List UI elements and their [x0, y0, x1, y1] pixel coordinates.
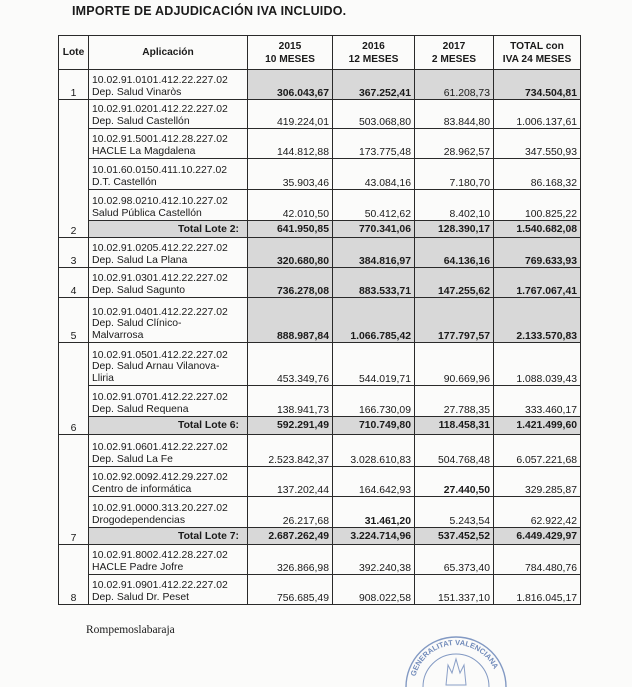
value-2017: 147.255,62	[415, 268, 494, 298]
value-2016: 173.775,48	[333, 129, 415, 159]
aplicacion-desc: Dep. Salud Clínico-	[92, 318, 182, 330]
table-row	[59, 386, 581, 417]
value-2015: 326.866,98	[248, 545, 333, 575]
header-2017	[415, 36, 494, 70]
aplicacion-desc: HACLE La Magdalena	[92, 146, 196, 158]
header-2015-year: 2015	[278, 40, 302, 52]
table-row	[59, 238, 581, 268]
total-total: 6.449.429,97	[494, 528, 581, 545]
value-2017: 28.962,57	[415, 129, 494, 159]
total-row	[59, 417, 581, 435]
value-2015: 888.987,84	[248, 298, 333, 343]
value-2016: 883.533,71	[333, 268, 415, 298]
aplicacion-code: 10.02.91.0301.412.22.227.02	[92, 273, 228, 285]
header-row	[59, 36, 581, 70]
value-total: 6.057.221,68	[494, 435, 581, 467]
total-row	[59, 528, 581, 545]
aplicacion-cell	[89, 467, 248, 497]
value-2017: 8.402,10	[415, 190, 494, 221]
total-row	[59, 221, 581, 238]
value-2016: 908.022,58	[333, 575, 415, 605]
value-total: 1.088.039,43	[494, 343, 581, 386]
value-2016: 43.084,16	[333, 159, 415, 190]
lote-number: 4	[59, 268, 89, 298]
generalitat-seal-stamp	[400, 607, 510, 687]
total-2016: 770.341,06	[333, 221, 415, 238]
value-total: 1.006.137,61	[494, 100, 581, 129]
value-2017: 151.337,10	[415, 575, 494, 605]
lote-number: 3	[59, 238, 89, 268]
value-total: 62.922,42	[494, 497, 581, 528]
table-row	[59, 129, 581, 159]
value-2016: 392.240,38	[333, 545, 415, 575]
header-2015	[248, 36, 333, 70]
aplicacion-code: 10.02.91.0101.412.22.227.02	[92, 75, 228, 87]
value-2017: 27.440,50	[415, 467, 494, 497]
table-row	[59, 467, 581, 497]
value-2017: 90.669,96	[415, 343, 494, 386]
value-2016: 1.066.785,42	[333, 298, 415, 343]
aplicacion-cell	[89, 435, 248, 467]
value-2015: 26.217,68	[248, 497, 333, 528]
svg-text:GENERALITAT VALENCIANA	[409, 638, 501, 677]
aplicacion-cell	[89, 100, 248, 129]
value-2015: 138.941,73	[248, 386, 333, 417]
aplicacion-desc: Dep. Salud Arnau Vilanova-	[92, 361, 220, 373]
value-total: 333.460,17	[494, 386, 581, 417]
aplicacion-desc: Drogodependencias	[92, 515, 186, 527]
value-2017: 83.844,80	[415, 100, 494, 129]
value-2016: 166.730,09	[333, 386, 415, 417]
aplicacion-desc: D.T. Castellón	[92, 177, 157, 189]
value-2015: 419.224,01	[248, 100, 333, 129]
footer-watermark-text: Rompemoslabaraja	[86, 624, 175, 636]
value-total: 1.767.067,41	[494, 268, 581, 298]
value-2015: 306.043,67	[248, 70, 333, 100]
lote-number: 2	[59, 100, 89, 238]
table-row	[59, 575, 581, 605]
aplicacion-code: 10.02.91.0205.412.22.227.02	[92, 243, 228, 255]
value-total: 100.825,22	[494, 190, 581, 221]
value-2017: 504.768,48	[415, 435, 494, 467]
header-2016-months: 12 MESES	[348, 53, 399, 65]
aplicacion-desc: Dep. Salud Sagunto	[92, 285, 186, 297]
aplicacion-desc: Dep. Salud Vinaròs	[92, 87, 182, 99]
aplicacion-code: 10.02.91.0401.412.22.227.02	[92, 306, 228, 318]
aplicacion-cell	[89, 159, 248, 190]
value-2016: 367.252,41	[333, 70, 415, 100]
value-2015: 320.680,80	[248, 238, 333, 268]
aplicacion-cell	[89, 545, 248, 575]
aplicacion-cell	[89, 343, 248, 386]
seal-text: GENERALITAT VALENCIANA	[408, 637, 501, 678]
table-row	[59, 70, 581, 100]
value-2017: 61.208,73	[415, 70, 494, 100]
value-2017: 5.243,54	[415, 497, 494, 528]
aplicacion-code: 10.02.91.0701.412.22.227.02	[92, 392, 228, 404]
aplicacion-code: 10.02.91.0201.412.22.227.02	[92, 104, 228, 116]
aplicacion-code: 10.02.98.0210.412.10.227.02	[92, 196, 228, 208]
header-aplicacion: Aplicación	[89, 36, 248, 70]
value-total: 347.550,93	[494, 129, 581, 159]
header-2016	[333, 36, 415, 70]
value-2016: 503.068,80	[333, 100, 415, 129]
aplicacion-code: 10.02.91.8002.412.28.227.02	[92, 550, 228, 562]
value-2015: 453.349,76	[248, 343, 333, 386]
value-total: 769.633,93	[494, 238, 581, 268]
table-row	[59, 100, 581, 129]
value-2016: 50.412,62	[333, 190, 415, 221]
lote-number: 1	[59, 70, 89, 100]
total-total: 1.540.682,08	[494, 221, 581, 238]
value-2017: 65.373,40	[415, 545, 494, 575]
value-2017: 7.180,70	[415, 159, 494, 190]
aplicacion-cell	[89, 298, 248, 343]
total-2016: 710.749,80	[333, 417, 415, 435]
table-row	[59, 435, 581, 467]
aplicacion-cell	[89, 129, 248, 159]
header-2015-months: 10 MESES	[265, 53, 315, 65]
aplicacion-code: 10.02.92.0092.412.29.227.02	[92, 472, 228, 484]
aplicacion-desc: Centro de informática	[92, 484, 192, 496]
aplicacion-desc: Dep. Salud Dr. Peset	[92, 592, 190, 604]
aplicacion-desc-cont: Lliria	[92, 373, 114, 385]
aplicacion-code: 10.01.60.0150.411.10.227.02	[92, 165, 228, 177]
aplicacion-cell	[89, 575, 248, 605]
table-row	[59, 190, 581, 221]
lote-number: 5	[59, 298, 89, 343]
aplicacion-code: 10.02.91.0501.412.22.227.02	[92, 349, 228, 361]
aplicacion-code: 10.02.91.5001.412.28.227.02	[92, 134, 228, 146]
table-row	[59, 343, 581, 386]
value-total: 784.480,76	[494, 545, 581, 575]
total-label: Total Lote 2:	[89, 221, 248, 238]
header-2017-months: 2 MESES	[431, 53, 477, 65]
aplicacion-desc: Dep. Salud Requena	[92, 404, 189, 416]
aplicacion-desc: Dep. Salud Castellón	[92, 116, 190, 128]
total-2015: 2.687.262,49	[248, 528, 333, 545]
aplicacion-desc: HACLE Padre Jofre	[92, 562, 184, 574]
header-lote: Lote	[59, 36, 89, 70]
value-2015: 137.202,44	[248, 467, 333, 497]
aplicacion-desc: Dep. Salud La Plana	[92, 255, 188, 267]
aplicacion-cell	[89, 190, 248, 221]
total-label: Total Lote 6:	[89, 417, 248, 435]
lote-number: 7	[59, 435, 89, 545]
value-2017: 27.788,35	[415, 386, 494, 417]
total-2015: 641.950,85	[248, 221, 333, 238]
aplicacion-code: 10.02.91.0601.412.22.227.02	[92, 442, 228, 454]
aplicacion-cell	[89, 497, 248, 528]
value-2016: 384.816,97	[333, 238, 415, 268]
aplicacion-code: 10.02.91.0901.412.22.227.02	[92, 580, 228, 592]
total-label: Total Lote 7:	[89, 528, 248, 545]
aplicacion-cell	[89, 238, 248, 268]
header-2016-year: 2016	[362, 40, 385, 52]
value-total: 86.168,32	[494, 159, 581, 190]
total-2017: 118.458,31	[415, 417, 494, 435]
total-2017: 537.452,52	[415, 528, 494, 545]
table-row	[59, 159, 581, 190]
table-row	[59, 298, 581, 343]
value-2015: 2.523.842,37	[248, 435, 333, 467]
total-total: 1.421.499,60	[494, 417, 581, 435]
value-2017: 177.797,57	[415, 298, 494, 343]
aplicacion-desc: Dep. Salud La Fe	[92, 454, 173, 466]
document-title: IMPORTE DE ADJUDICACIÓN IVA INCLUIDO.	[72, 4, 347, 18]
aplicacion-desc: Salud Pública Castellón	[92, 208, 202, 220]
value-2015: 144.812,88	[248, 129, 333, 159]
value-2015: 756.685,49	[248, 575, 333, 605]
lote-number: 6	[59, 343, 89, 435]
aplicacion-desc-cont: Malvarrosa	[92, 330, 144, 342]
total-2016: 3.224.714,96	[333, 528, 415, 545]
value-2015: 42.010,50	[248, 190, 333, 221]
table-row	[59, 268, 581, 298]
value-total: 1.816.045,17	[494, 575, 581, 605]
header-2017-year: 2017	[442, 40, 466, 52]
table-row	[59, 545, 581, 575]
value-2016: 31.461,20	[333, 497, 415, 528]
lote-number: 8	[59, 545, 89, 605]
value-2015: 736.278,08	[248, 268, 333, 298]
aplicacion-cell	[89, 386, 248, 417]
value-2016: 3.028.610,83	[333, 435, 415, 467]
value-total: 329.285,87	[494, 467, 581, 497]
table-row	[59, 497, 581, 528]
total-2017: 128.390,17	[415, 221, 494, 238]
aplicacion-code: 10.02.91.0000.313.20.227.02	[92, 503, 228, 515]
aplicacion-cell	[89, 70, 248, 100]
header-total	[494, 36, 581, 70]
adjudication-table	[58, 35, 581, 605]
header-total-line2: IVA 24 MESES	[502, 53, 572, 65]
value-2015: 35.903,46	[248, 159, 333, 190]
aplicacion-cell	[89, 268, 248, 298]
value-2017: 64.136,16	[415, 238, 494, 268]
total-2015: 592.291,49	[248, 417, 333, 435]
value-total: 734.504,81	[494, 70, 581, 100]
value-total: 2.133.570,83	[494, 298, 581, 343]
value-2016: 164.642,93	[333, 467, 415, 497]
header-total-line1: TOTAL con	[510, 40, 564, 52]
value-2016: 544.019,71	[333, 343, 415, 386]
